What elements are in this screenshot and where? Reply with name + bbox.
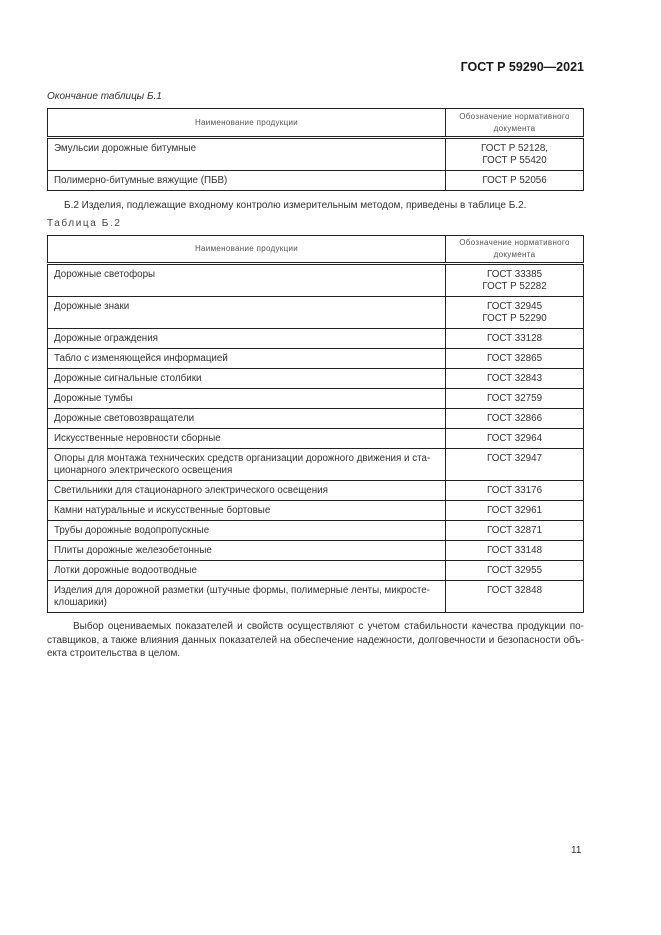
table-row (48, 581, 584, 613)
normative-document-reference: ГОСТ 32759 (486, 393, 543, 404)
table-row (48, 501, 584, 521)
table-header-row (48, 109, 584, 138)
normative-document-reference: ГОСТ 33148 (486, 545, 543, 556)
product-name-cell: Дорожные тумбы (48, 389, 446, 409)
normative-document-reference: ГОСТ 32865 (486, 353, 543, 364)
normative-document-reference: ГОСТ Р 52290 (482, 313, 547, 324)
product-name-cell: Полимерно-битумные вяжущие (ПБВ) (48, 171, 446, 191)
product-name-cell: Изделия для дорожной разметки (штучные формы, полимерные ленты, микросте-клошарики) (48, 581, 446, 613)
normative-document-cell (446, 297, 584, 329)
normative-document-cell (446, 501, 584, 521)
normative-document-cell (446, 429, 584, 449)
normative-document-cell (446, 541, 584, 561)
product-name-cell: Светильники для стационарного электрического освещения (48, 481, 446, 501)
table-row (48, 481, 584, 501)
normative-document-reference: ГОСТ Р 52128, (480, 143, 549, 154)
normative-document-reference: ГОСТ Р 52282 (482, 281, 547, 292)
normative-document-reference: ГОСТ 32945 (486, 301, 543, 312)
normative-document-cell (446, 264, 584, 297)
table-row (48, 409, 584, 429)
product-name-cell: Дорожные сигнальные столбики (48, 369, 446, 389)
table-row (48, 521, 584, 541)
product-name-cell: Лотки дорожные водоотводные (48, 561, 446, 581)
normative-document-cell (446, 329, 584, 349)
document-code: ГОСТ Р 59290—2021 (460, 60, 584, 74)
page-number: 11 (571, 845, 582, 856)
table-row (48, 297, 584, 329)
normative-document-cell (446, 561, 584, 581)
product-name-cell: Камни натуральные и искусственные бортовые (48, 501, 446, 521)
product-name-cell: Опоры для монтажа технических средств организации дорожного движения и ста-ционарного электрического освещения (48, 449, 446, 481)
table-b1 (47, 108, 584, 191)
column-header-product-name: Наименование продукции (48, 109, 446, 138)
normative-document-cell (446, 521, 584, 541)
normative-document-reference: ГОСТ 32947 (486, 453, 543, 464)
final-paragraph: Выбор оцениваемых показателей и свойств осуществляют с учетом стабильности качества продукции по-ставщиков, а также влияния данных показателей на обеспечение надежности, долговечности и безопасности объ-екта строительства в целом. (47, 621, 584, 659)
normative-document-reference: ГОСТ Р 55420 (482, 155, 547, 166)
table-b2-body (48, 264, 584, 613)
product-name-cell: Эмульсии дорожные битумные (48, 138, 446, 171)
table-row (48, 329, 584, 349)
table-row (48, 264, 584, 297)
paragraph-b2: Б.2 Изделия, подлежащие входному контролю измерительным методом, приведены в таблице Б.2. (64, 200, 527, 211)
normative-document-cell (446, 449, 584, 481)
product-name-cell: Трубы дорожные водопропускные (48, 521, 446, 541)
table-b1-continuation-caption: Окончание таблицы Б.1 (47, 91, 162, 102)
table-row (48, 138, 584, 171)
table-row (48, 369, 584, 389)
product-name-cell: Искусственные неровности сборные (48, 429, 446, 449)
normative-document-reference: ГОСТ 32961 (486, 505, 543, 516)
table-header-row (48, 236, 584, 264)
normative-document-reference: ГОСТ 32955 (486, 565, 543, 576)
table-b2 (47, 235, 584, 613)
column-header-normative-document: Обозначение нормативного документа (446, 109, 584, 138)
normative-document-reference: ГОСТ 32866 (486, 413, 543, 424)
product-name-cell: Дорожные ограждения (48, 329, 446, 349)
table-row (48, 389, 584, 409)
normative-document-reference: ГОСТ 32843 (486, 373, 543, 384)
table-b1-body (48, 138, 584, 191)
normative-document-reference: ГОСТ 32964 (486, 433, 543, 444)
normative-document-reference: ГОСТ 33176 (486, 485, 543, 496)
normative-document-cell (446, 349, 584, 369)
normative-document-reference: ГОСТ 32871 (486, 525, 543, 536)
product-name-cell: Дорожные знаки (48, 297, 446, 329)
table-b2-title: Таблица Б.2 (47, 218, 122, 229)
table-row (48, 429, 584, 449)
normative-document-cell (446, 389, 584, 409)
table-row (48, 561, 584, 581)
product-name-cell: Табло с изменяющейся информацией (48, 349, 446, 369)
table-row (48, 449, 584, 481)
product-name-cell: Дорожные светофоры (48, 264, 446, 297)
normative-document-reference: ГОСТ Р 52056 (482, 175, 547, 186)
normative-document-cell (446, 171, 584, 191)
normative-document-reference: ГОСТ 33128 (486, 333, 543, 344)
normative-document-cell (446, 409, 584, 429)
normative-document-cell (446, 369, 584, 389)
column-header-product-name: Наименование продукции (48, 236, 446, 264)
table-row (48, 349, 584, 369)
product-name-cell: Дорожные световозвращатели (48, 409, 446, 429)
normative-document-reference: ГОСТ 32848 (486, 585, 543, 596)
normative-document-cell (446, 481, 584, 501)
normative-document-reference: ГОСТ 33385 (486, 269, 543, 280)
product-name-cell: Плиты дорожные железобетонные (48, 541, 446, 561)
table-row (48, 541, 584, 561)
table-row (48, 171, 584, 191)
column-header-normative-document: Обозначение нормативного документа (446, 236, 584, 264)
normative-document-cell (446, 581, 584, 613)
normative-document-cell (446, 138, 584, 171)
